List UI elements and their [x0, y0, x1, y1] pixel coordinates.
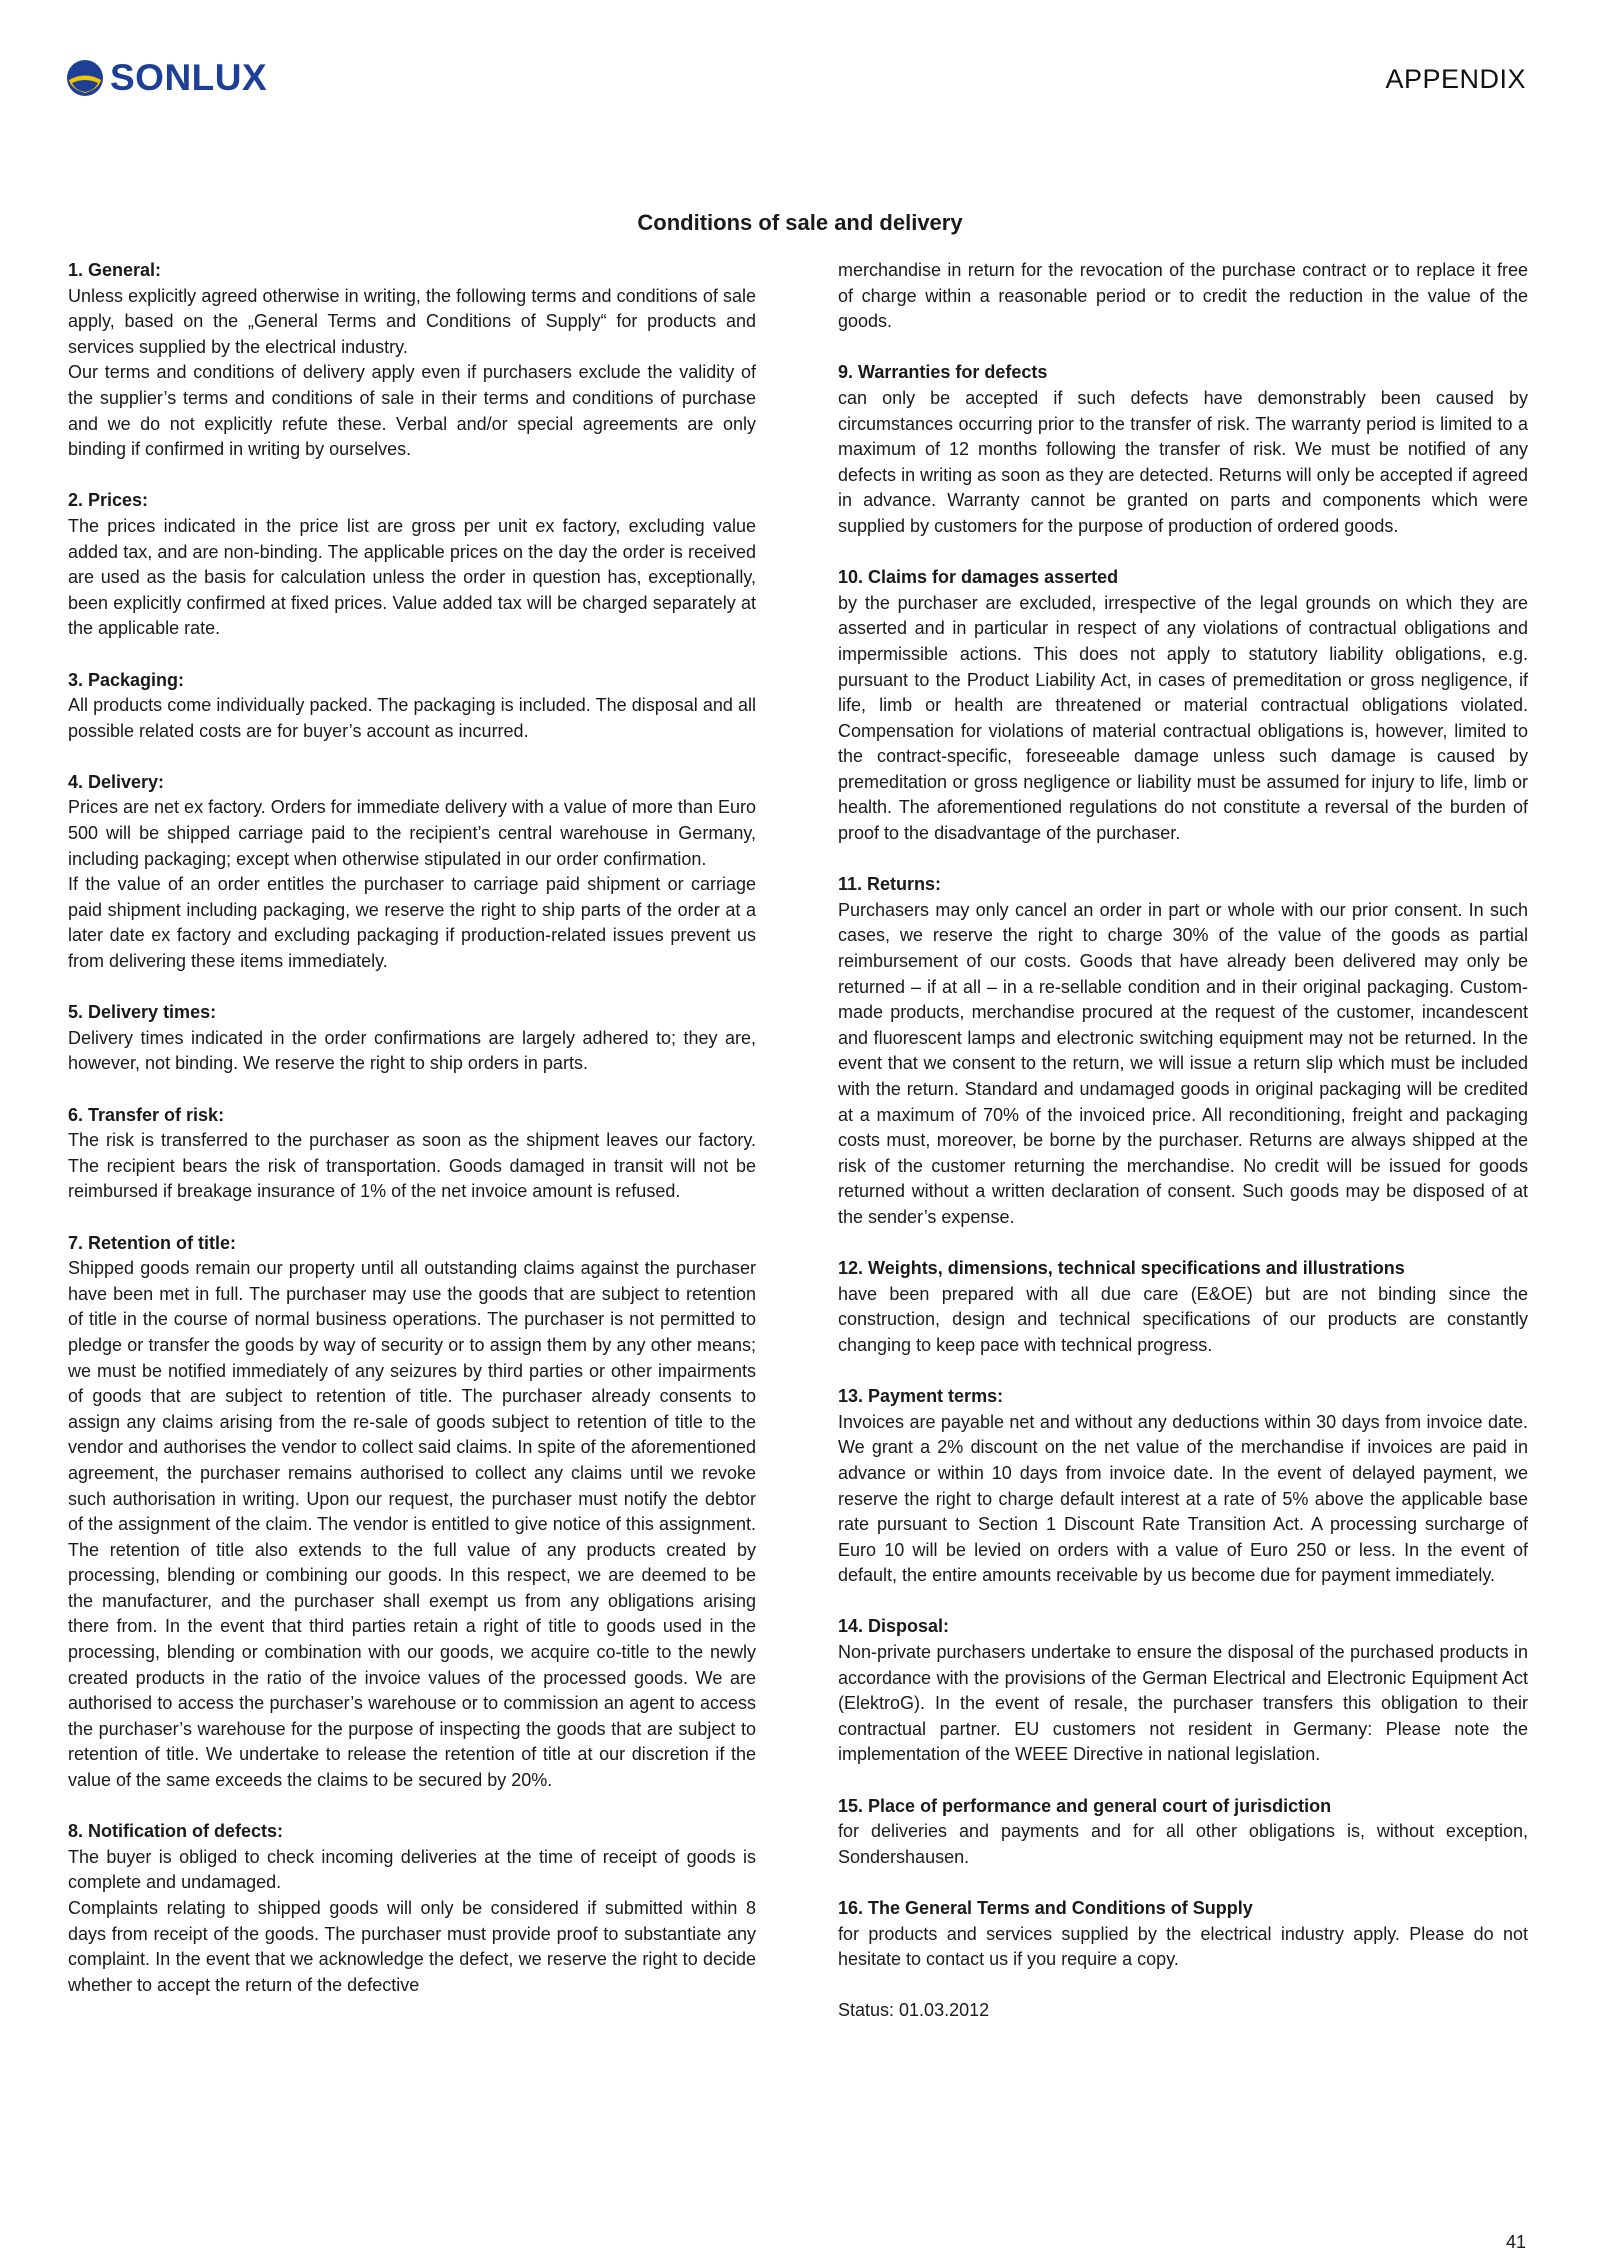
section-heading: 14. Disposal:	[838, 1616, 950, 1637]
section-heading: 16. The General Terms and Conditions of Supply	[838, 1898, 1253, 1918]
left-column	[68, 258, 756, 2024]
terms-section	[838, 258, 1528, 335]
terms-section	[68, 1819, 756, 1998]
section-heading: 13. Payment terms:	[838, 1386, 1004, 1407]
section-paragraph: for products and services supplied by the electrical industry apply. Please do not hesitate to contact us if you require a copy.	[838, 1923, 1528, 1970]
section-paragraph: merchandise in return for the revocation of the purchase contract or to replace it free of charge within a reasonable period or to credit the reduction in the value of the goods.	[838, 260, 1528, 332]
terms-section	[838, 565, 1528, 847]
section-paragraph: Complaints relating to shipped goods will only be considered if submitted within 8 days from receipt of the goods. The purchaser must provide proof to substantiate any complaint. In the event that we acknowledge the defect, we reserve the right to decide whether to accept the return of the defective	[68, 1898, 756, 1995]
document-title: Conditions of sale and delivery	[637, 210, 963, 235]
section-heading: 6. Transfer of risk:	[68, 1104, 225, 1125]
terms-section	[838, 1384, 1528, 1589]
section-paragraph: by the purchaser are excluded, irrespective of the legal grounds on which they are asserted and in particular in respect of any violations of contractual obligations and impermissible actions. This does not apply to statutory liability obligations, e.g. pursuant to the Product Liability Act, in cases of premeditation or gross negligence, if life, limb or health are threatened or material contractual obligations violated. Compensation for violations of material contractual obligations is, however, limited to the contract-specific, foreseeable damage unless such damage is caused by premeditation or gross negligence or liability must be assumed for injury to life, limb or health. The aforementioned regulations do not constitute a reversal of the burden of proof to the disadvantage of the purchaser.	[838, 592, 1528, 844]
terms-section	[68, 1000, 756, 1077]
section-paragraph: for deliveries and payments and for all other obligations is, without exception, Sondershausen.	[838, 1821, 1528, 1867]
section-heading: 11. Returns:	[838, 874, 942, 895]
section-heading: 1. General:	[68, 260, 162, 280]
section-heading: 8. Notification of defects:	[68, 1821, 284, 1842]
section-paragraph: Purchasers may only cancel an order in part or whole with our prior consent. In such cases, we reserve the right to charge 30% of the value of the goods as partial reimbursement of our costs. Goods that have already been delivered may only be returned – if at all – in a re-sellable condition and in their original packaging. Custom-made products, merchandise procured at the request of the customer, incandescent and fluorescent lamps and electronic switching equipment may not be returned. In the event that we consent to the return, we will issue a return slip which must be included with the return. Standard and undamaged goods in original packaging will be credited at a maximum of 70% of the invoiced price. All reconditioning, freight and packaging costs must, moreover, be borne by the purchaser. Returns are always shipped at the risk of the customer returning the merchandise. No credit will be issued for goods returned without a written declaration of consent. Such goods may be disposed of at the sender’s expense.	[838, 899, 1528, 1227]
terms-section	[838, 1256, 1528, 1358]
section-paragraph: Invoices are payable net and without any deductions within 30 days from invoice date. We grant a 2% discount on the net value of the merchandise if invoices are paid in advance or within 10 days from invoice date. In the event of delayed payment, we reserve the right to charge default interest at a rate of 5% above the applicable base rate pursuant to Section 1 Discount Rate Transition Act. A processing surcharge of Euro 10 will be levied on orders with a value of Euro 250 or less. In the event of default, the entire amounts receivable by us become due for payment immediately.	[838, 1411, 1528, 1586]
terms-section	[68, 770, 756, 975]
terms-section	[838, 1794, 1528, 1871]
terms-section	[838, 1614, 1528, 1768]
terms-section	[68, 488, 756, 642]
section-paragraph: The buyer is obliged to check incoming deliveries at the time of receipt of goods is complete and undamaged.	[68, 1846, 756, 1893]
section-heading: 9. Warranties for defects	[838, 362, 1048, 383]
section-heading: 3. Packaging:	[68, 669, 185, 690]
section-paragraph: Shipped goods remain our property until all outstanding claims against the purchaser have been met in full. The purchaser may use the goods that are subject to retention of title in the course of normal business operations. The purchaser is not permitted to pledge or transfer the goods by way of security or to assign them by any other means; we must be notified immediately of any seizures by third parties or other impairments of goods that are subject to retention of title. The purchaser already consents to assign any claims arising from the re-sale of goods subject to retention of title to the vendor and authorises the vendor to collect said claims. In spite of the aforementioned agreement, the purchaser remains authorised to collect any claims until we revoke such authorisation in writing. Upon our request, the purchaser must notify the debtor of the assignment of the claim. The vendor is entitled to give notice of this assignment. The retention of title also extends to the full value of any products created by processing, blending or combining our goods. In this respect, we are deemed to be the manufacturer, and the purchaser shall exempt us from any obligations arising there from. In the event that third parties retain a right of title to goods used in the processing, blending or combination with our goods, we acquire co-title to the newly created products in the ratio of the invoice values of the processed goods. We are authorised to access the purchaser’s warehouse or to commission an agent to access the purchaser’s warehouse for the purpose of inspecting the goods that are subject to retention of title. We undertake to release the retention of title at our discretion if the value of the same exceeds the claims to be secured by 20%.	[68, 1258, 756, 1791]
terms-section	[838, 1998, 1528, 2024]
terms-section	[68, 258, 756, 463]
section-paragraph: All products come individually packed. The packaging is included. The disposal and all possible related costs are for buyer’s account as incurred.	[68, 695, 756, 741]
section-paragraph: Non-private purchasers undertake to ensure the disposal of the purchased products in accordance with the provisions of the German Electrical and Electronic Equipment Act (ElektroG). In the event of resale, the purchaser transfers this obligation to their contractual partner. EU customers not resident in Germany: Please note the implementation of the WEEE Directive in national legislation.	[838, 1642, 1528, 1765]
terms-section	[68, 1231, 756, 1794]
section-heading: 4. Delivery:	[68, 771, 165, 792]
page-number: 41	[1505, 2232, 1526, 2252]
section-paragraph: Delivery times indicated in the order confirmations are largely adhered to; they are, however, not binding. We reserve the right to ship orders in parts.	[68, 1027, 756, 1074]
section-paragraph: Prices are net ex factory. Orders for immediate delivery with a value of more than Euro 500 will be shipped carriage paid to the recipient’s central warehouse in Germany, including packaging; except when otherwise stipulated in our order confirmation.	[68, 797, 756, 869]
terms-section	[838, 360, 1528, 539]
section-heading: 12. Weights, dimensions, technical specifications and illustrations	[838, 1258, 1405, 1279]
section-paragraph: Unless explicitly agreed otherwise in writing, the following terms and conditions of sale apply, based on the „General Terms and Conditions of Supply“ for products and services supplied by the electrical industry.	[68, 285, 756, 357]
terms-section	[68, 668, 756, 745]
terms-section	[838, 1896, 1528, 1973]
section-heading: 2. Prices:	[68, 490, 149, 511]
section-heading: 5. Delivery times:	[68, 1002, 217, 1023]
brand-logo	[66, 58, 267, 98]
terms-section	[68, 1103, 756, 1205]
section-paragraph: Our terms and conditions of delivery apply even if purchasers exclude the validity of the supplier’s terms and conditions of sale in their terms and conditions of purchase and we do not explicitly refute these. Verbal and/or special agreements are only binding if confirmed in writing by ourselves.	[68, 362, 756, 460]
right-column	[838, 258, 1528, 2050]
terms-section	[838, 872, 1528, 1230]
section-paragraph: can only be accepted if such defects have demonstrably been caused by circumstances occurring prior to the transfer of risk. The warranty period is limited to a maximum of 12 months following the transfer of risk. We must be notified of any defects in writing as soon as they are detected. Returns will only be accepted if agreed in advance. Warranty cannot be granted on parts and components which were supplied by customers for the purpose of production of ordered goods.	[838, 387, 1528, 536]
section-paragraph: have been prepared with all due care (E&OE) but are not binding since the construction, design and technical specifications of our products are constantly changing to keep pace with technical progress.	[838, 1283, 1528, 1355]
section-paragraph: The prices indicated in the price list are gross per unit ex factory, excluding value added tax, and are non-binding. The applicable prices on the day the order is received are used as the basis for calculation unless the order in question has, exceptionally, been explicitly confirmed at fixed prices. Value added tax will be charged separately at the applicable rate.	[68, 515, 756, 639]
section-paragraph: Status: 01.03.2012	[838, 2000, 990, 2021]
section-paragraph: If the value of an order entitles the purchaser to carriage paid shipment or carriage paid shipment including packaging, we reserve the right to ship parts of the order at a later date ex factory and excluding packaging if production-related issues prevent us from delivering these items immediately.	[68, 874, 756, 972]
section-heading: 15. Place of performance and general court of jurisdiction	[838, 1795, 1332, 1816]
brand-name: SONLUX	[110, 57, 268, 98]
sonlux-emblem-icon	[66, 59, 104, 97]
section-heading: 7. Retention of title:	[68, 1232, 236, 1253]
section-label: APPENDIX	[1385, 64, 1526, 94]
section-paragraph: The risk is transferred to the purchaser as soon as the shipment leaves our factory. The recipient bears the risk of transportation. Goods damaged in transit will not be reimbursed if breakage insurance of 1% of the net invoice amount is refused.	[68, 1130, 756, 1202]
section-heading: 10. Claims for damages asserted	[838, 567, 1119, 588]
